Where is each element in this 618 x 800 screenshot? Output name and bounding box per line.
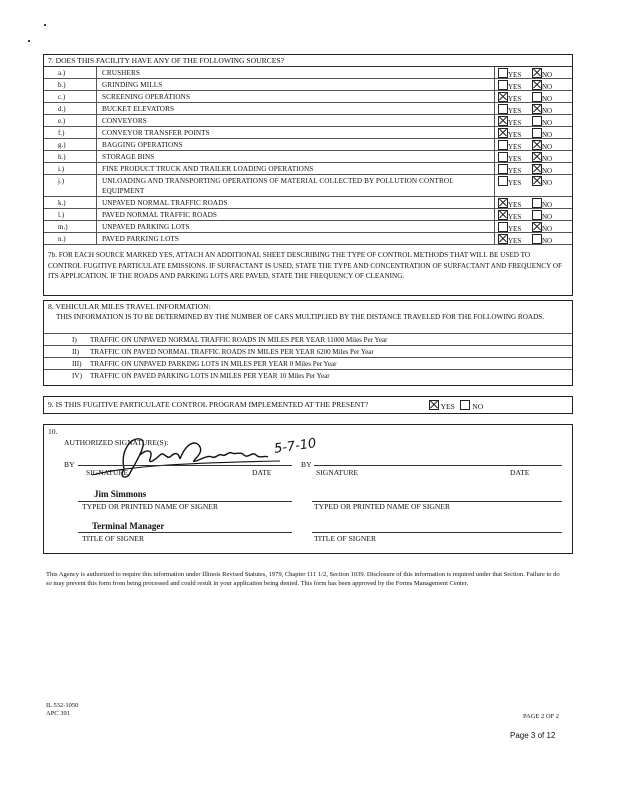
yes-checkbox[interactable]: [498, 164, 508, 174]
no-checkbox[interactable]: [532, 140, 542, 150]
authorized-signatures-label: AUTHORIZED SIGNATURE(S):: [64, 438, 169, 447]
source-letter: f.): [58, 129, 65, 137]
title-label-2: TITLE OF SIGNER: [314, 534, 377, 543]
source-letter: h.): [58, 153, 66, 161]
no-checkbox[interactable]: [532, 152, 542, 162]
column-separator: [96, 221, 97, 232]
typed-name-label-2: TYPED OR PRINTED NAME OF SIGNER: [314, 502, 451, 511]
mileage-text: TRAFFIC ON PAVED NORMAL TRAFFIC ROADS IN MILES PER YEAR: [90, 348, 315, 356]
column-separator: [494, 175, 495, 196]
source-label: CRUSHERS: [102, 69, 140, 77]
yes-no-choice: [498, 210, 566, 221]
column-separator: [494, 209, 495, 220]
yes-no-choice: [498, 152, 566, 163]
column-separator: [494, 67, 495, 78]
section-8-description: THIS INFORMATION IS TO BE DETERMINED BY THE NUMBER OF CARS MULTIPLIED BY THE DISTANCE TRAVELED FOR THE FOLLOWING ROADS.: [56, 313, 545, 321]
yes-label: YES: [440, 402, 455, 411]
source-row: [44, 91, 572, 103]
date-label-2: DATE: [510, 468, 530, 477]
yes-label: YES: [508, 179, 522, 187]
column-separator: [96, 197, 97, 208]
yes-checkbox[interactable]: [498, 104, 508, 114]
source-row: [44, 67, 572, 79]
column-separator: [96, 139, 97, 150]
source-letter: m.): [58, 223, 68, 231]
source-letter: n.): [58, 235, 66, 243]
yes-no-choice: [498, 92, 566, 103]
yes-label: YES: [508, 107, 522, 115]
no-label: NO: [542, 71, 553, 79]
section-10-number: 10.: [48, 427, 58, 436]
no-label: NO: [542, 213, 553, 221]
section-7-box: [43, 54, 573, 296]
mileage-text: TRAFFIC ON UNPAVED NORMAL TRAFFIC ROADS IN MILES PER YEAR: [90, 336, 326, 344]
column-separator: [96, 67, 97, 78]
mileage-description: [90, 372, 330, 380]
source-row: [44, 79, 572, 91]
column-separator: [96, 91, 97, 102]
source-label: GRINDING MILLS: [102, 81, 163, 89]
yes-label: YES: [508, 225, 522, 233]
no-label: NO: [542, 237, 553, 245]
yes-label: YES: [508, 167, 522, 175]
mileage-description: [90, 348, 374, 356]
column-separator: [494, 163, 495, 174]
source-label: BUCKET ELEVATORS: [102, 105, 175, 113]
yes-label: YES: [508, 71, 522, 79]
yes-checkbox[interactable]: [498, 234, 508, 244]
section-10-box: [43, 424, 573, 554]
mileage-row: [44, 369, 572, 381]
yes-no-choice: [498, 80, 566, 91]
column-separator: [96, 209, 97, 220]
column-separator: [96, 79, 97, 90]
no-label: NO: [542, 155, 553, 163]
signature-label-2: SIGNATURE: [316, 468, 359, 477]
no-label: NO: [542, 119, 553, 127]
yes-label: YES: [508, 83, 522, 91]
no-label: NO: [542, 201, 553, 209]
mileage-number: IV): [72, 372, 82, 380]
section-9-box: [43, 396, 573, 414]
yes-no-choice: [498, 116, 566, 127]
section-8-heading: 8. VEHICULAR MILES TRAVEL INFORMATION:: [48, 302, 211, 311]
source-row: [44, 233, 572, 245]
form-code-2: APC 391: [46, 710, 71, 717]
form-code-1: IL 532-1050: [46, 702, 79, 709]
signature-label-1: SIGNATURE: [86, 468, 129, 477]
signer-title: Terminal Manager: [92, 521, 165, 531]
mileage-number: III): [72, 360, 82, 368]
source-row: [44, 175, 572, 197]
no-label: NO: [542, 167, 553, 175]
mileage-value: 11000 Miles Per Year: [326, 336, 388, 344]
yes-no-choice: [498, 176, 566, 187]
page-number: Page 3 of 12: [510, 731, 556, 740]
yes-checkbox[interactable]: [498, 128, 508, 138]
section-7-heading: 7. DOES THIS FACILITY HAVE ANY OF THE FOLLOWING SOURCES?: [48, 56, 284, 65]
note-7b: 7b. FOR EACH SOURCE MARKED YES, ATTACH AN ADDITIONAL SHEET DESCRIBING THE TYPE OF CONTROL METHODS THAT WILL BE USED TO CONTROL FUGITIVE PARTICULATE EMISSIONS. IF SURFACTANT IS USED, STATE THE TYPE AND CONCENTRATION OF SURFACTANT AND FREQUENCY OF ITS APPLICATION. IF THE ROADS AND PARKING LOTS ARE PAVED, STATE THE FREQUENCY OF CLEANING.: [48, 251, 562, 280]
form-page: PAGE 2 OF 2: [523, 713, 560, 720]
source-label: PAVED PARKING LOTS: [102, 235, 180, 243]
source-label: UNPAVED NORMAL TRAFFIC ROADS: [102, 199, 228, 207]
no-label: NO: [542, 179, 553, 187]
yes-label: YES: [508, 201, 522, 209]
column-separator: [494, 139, 495, 150]
yes-label: YES: [508, 237, 522, 245]
by-label-1: BY: [64, 460, 75, 469]
column-separator: [96, 163, 97, 174]
source-letter: i.): [58, 165, 65, 173]
yes-label: YES: [508, 143, 522, 151]
source-label: UNPAVED PARKING LOTS: [102, 223, 190, 231]
mileage-text: TRAFFIC ON UNPAVED PARKING LOTS IN MILES PER YEAR: [90, 360, 288, 368]
handwritten-date: 5-7-10: [273, 436, 318, 457]
title-line-2: [312, 532, 562, 533]
scan-speck: [44, 24, 46, 26]
section-9-answer: [429, 400, 483, 411]
yes-label: YES: [508, 155, 522, 163]
column-separator: [96, 175, 97, 196]
source-letter: g.): [58, 141, 66, 149]
source-row: [44, 209, 572, 221]
source-letter: k.): [58, 199, 66, 207]
yes-checkbox[interactable]: [498, 222, 508, 232]
source-row: [44, 103, 572, 115]
yes-label: YES: [508, 95, 522, 103]
no-checkbox[interactable]: [532, 68, 542, 78]
source-row: [44, 127, 572, 139]
no-checkbox[interactable]: [532, 234, 542, 244]
no-checkbox[interactable]: [532, 104, 542, 114]
yes-checkbox[interactable]: [498, 140, 508, 150]
source-label: STORAGE BINS: [102, 153, 155, 161]
no-checkbox[interactable]: [532, 128, 542, 138]
column-separator: [494, 79, 495, 90]
title-line-1: [78, 532, 292, 533]
implemented-yes-checkbox[interactable]: [429, 400, 439, 410]
source-letter: a.): [58, 69, 66, 77]
date-label-1: DATE: [252, 468, 272, 477]
yes-no-choice: [498, 234, 566, 245]
no-checkbox[interactable]: [532, 92, 542, 102]
yes-checkbox[interactable]: [498, 152, 508, 162]
no-checkbox[interactable]: [532, 198, 542, 208]
column-separator: [494, 115, 495, 126]
source-row: [44, 197, 572, 209]
mileage-description: [90, 336, 387, 344]
yes-no-choice: [498, 128, 566, 139]
no-checkbox[interactable]: [532, 116, 542, 126]
source-label: CONVEYOR TRANSFER POINTS: [102, 129, 210, 137]
source-label: CONVEYORS: [102, 117, 147, 125]
yes-no-choice: [498, 104, 566, 115]
yes-no-choice: [498, 222, 566, 233]
yes-checkbox[interactable]: [498, 176, 508, 186]
column-separator: [494, 221, 495, 232]
no-label: NO: [472, 402, 484, 411]
scan-speck: [28, 40, 30, 42]
source-letter: b.): [58, 81, 66, 89]
yes-checkbox[interactable]: [498, 210, 508, 220]
signature-line-1: [78, 465, 292, 466]
source-label: SCREENING OPERATIONS: [102, 93, 191, 101]
mileage-number: II): [72, 348, 80, 356]
no-checkbox[interactable]: [532, 80, 542, 90]
mileage-value: 10 Miles Per Year: [279, 372, 330, 380]
column-separator: [494, 103, 495, 114]
source-row: [44, 151, 572, 163]
column-separator: [96, 103, 97, 114]
typed-name-label-1: TYPED OR PRINTED NAME OF SIGNER: [82, 502, 219, 511]
yes-checkbox[interactable]: [498, 116, 508, 126]
column-separator: [494, 151, 495, 162]
source-row: [44, 139, 572, 151]
no-checkbox[interactable]: [532, 164, 542, 174]
column-separator: [96, 127, 97, 138]
no-checkbox[interactable]: [532, 222, 542, 232]
no-label: NO: [542, 225, 553, 233]
column-separator: [494, 91, 495, 102]
legal-disclaimer: This Agency is authorized to require this information under Illinois Revised Statutes, 1979, Chapter 111 1/2, Section 1039. Disclosure of this information is required under that Section. Failure to do so may prevent this form from being processed and could result in your application being denied. This form has been approved by the Forms Management Center.: [46, 571, 560, 587]
yes-no-choice: [498, 68, 566, 79]
section-9-question: 9. IS THIS FUGITIVE PARTICULATE CONTROL PROGRAM IMPLEMENTED AT THE PRESENT?: [48, 400, 369, 409]
no-label: NO: [542, 143, 553, 151]
no-label: NO: [542, 131, 553, 139]
yes-no-choice: [498, 164, 566, 175]
yes-label: YES: [508, 131, 522, 139]
section-8-box: [43, 300, 573, 386]
implemented-no-checkbox[interactable]: [460, 400, 470, 410]
source-letter: j.): [58, 177, 65, 185]
yes-checkbox[interactable]: [498, 92, 508, 102]
source-row: [44, 221, 572, 233]
source-letter: e.): [58, 117, 66, 125]
mileage-row: [44, 333, 572, 345]
mileage-value: 6200 Miles Per Year: [316, 348, 374, 356]
no-checkbox[interactable]: [532, 210, 542, 220]
source-letter: l.): [58, 211, 65, 219]
signer-name: Jim Simmons: [94, 489, 147, 499]
source-letter: d.): [58, 105, 66, 113]
yes-no-choice: [498, 140, 566, 151]
column-separator: [494, 233, 495, 244]
mileage-value: 0 Miles Per Year: [289, 360, 337, 368]
mileage-number: I): [72, 336, 77, 344]
signature-line-2: [314, 465, 562, 466]
mileage-text: TRAFFIC ON PAVED PARKING LOTS IN MILES PER YEAR: [90, 372, 278, 380]
no-label: NO: [542, 95, 553, 103]
source-label: BAGGING OPERATIONS: [102, 141, 183, 149]
source-label: PAVED NORMAL TRAFFIC ROADS: [102, 211, 218, 219]
yes-no-choice: [498, 198, 566, 209]
source-letter: c.): [58, 93, 66, 101]
no-label: NO: [542, 83, 553, 91]
column-separator: [96, 151, 97, 162]
yes-label: YES: [508, 119, 522, 127]
yes-checkbox[interactable]: [498, 198, 508, 208]
source-row: [44, 115, 572, 127]
column-separator: [494, 127, 495, 138]
mileage-row: [44, 357, 572, 369]
mileage-row: [44, 345, 572, 357]
column-separator: [96, 115, 97, 126]
by-label-2: BY: [301, 460, 312, 469]
title-label-1: TITLE OF SIGNER: [82, 534, 145, 543]
no-checkbox[interactable]: [532, 176, 542, 186]
column-separator: [96, 233, 97, 244]
yes-checkbox[interactable]: [498, 80, 508, 90]
source-row: [44, 163, 572, 175]
source-label: FINE PRODUCT TRUCK AND TRAILER LOADING OPERATIONS: [102, 165, 314, 173]
mileage-description: [90, 360, 336, 368]
source-label: UNLOADING AND TRANSPORTING OPERATIONS OF MATERIAL COLLECTED BY POLLUTION CONTROL EQUIPMENT: [102, 177, 454, 195]
no-label: NO: [542, 107, 553, 115]
column-separator: [494, 197, 495, 208]
yes-label: YES: [508, 213, 522, 221]
yes-checkbox[interactable]: [498, 68, 508, 78]
